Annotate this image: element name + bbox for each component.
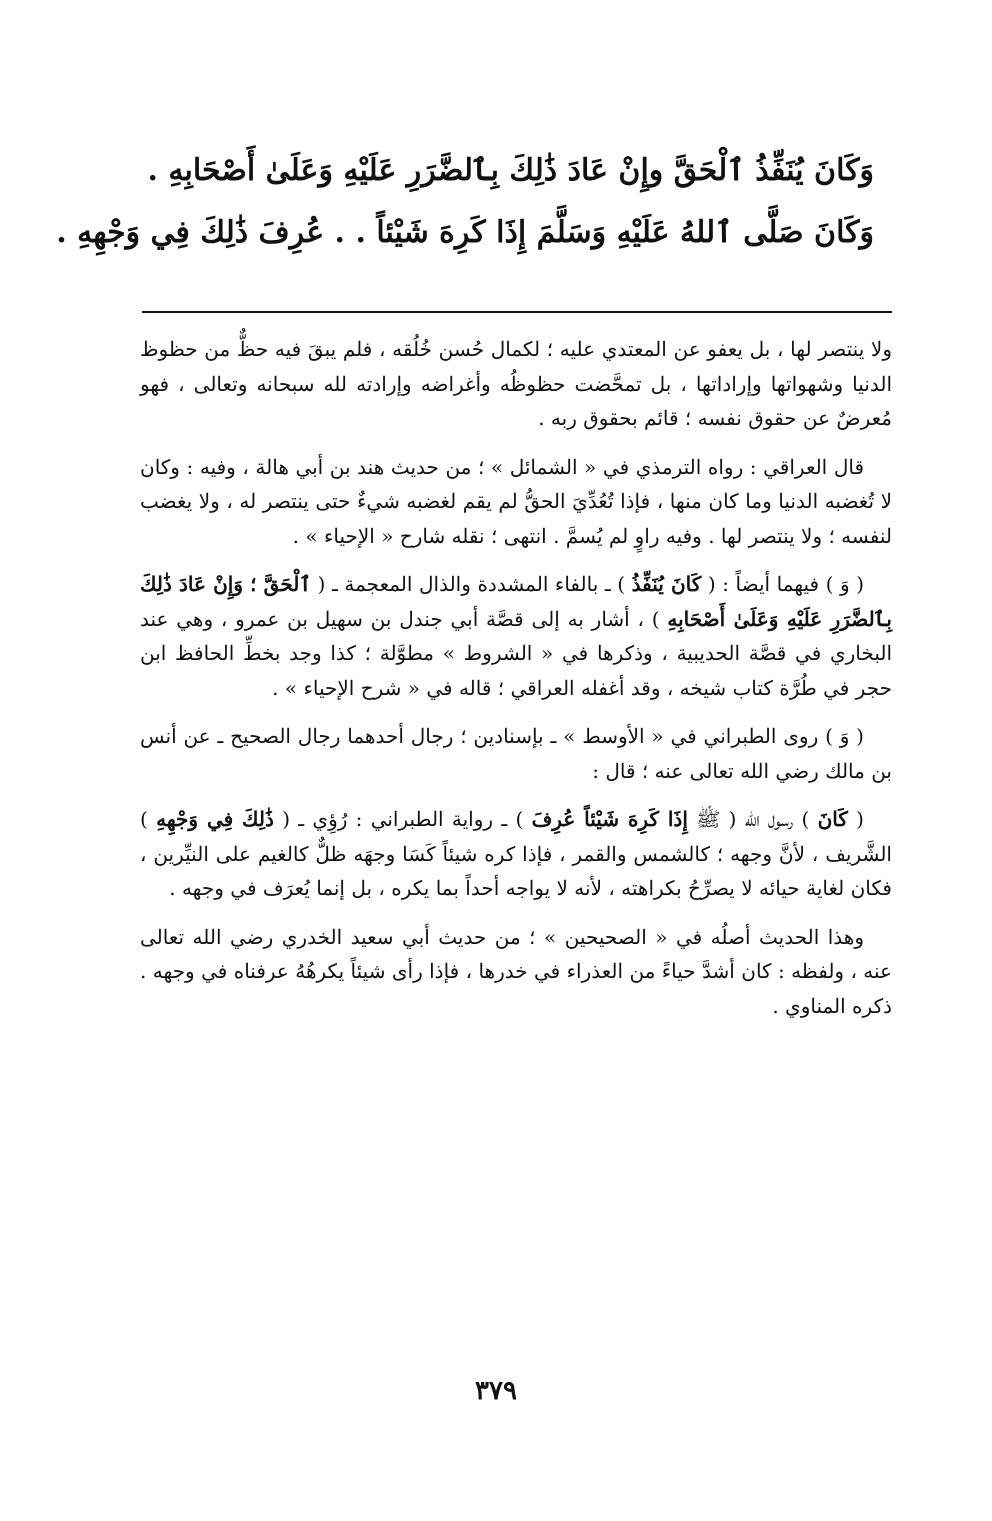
quoted-text-al-haqq: ٱلْحَقَّ ؛ وَإِنْ عَادَ ذَٰلِكَ بِٱلضَّرَرِ عَلَيْهِ وَعَلَىٰ أَصْحَابِهِ: [140, 572, 892, 631]
quoted-text-idha-kariha: إِذَا كَرِهَ شَيْئاً عُرِفَ: [531, 807, 688, 831]
main-text-line-2: وَكَانَ صَلَّى ٱللهُ عَلَيْهِ وَسَلَّمَ إِذَا كَرِهَ شَيْئاً . . عُرِفَ ذَٰلِكَ فِي وَجْهِهِ .: [56, 215, 874, 250]
separator-rule: [142, 311, 892, 313]
paragraph-5-part-c: ) رسول الله ( ﷺ: [687, 807, 818, 831]
quoted-text-dhalika: ذَٰلِكَ فِي وَجْهِهِ: [156, 807, 274, 831]
commentary-paragraph-1: ولا ينتصر لها ، بل يعفو عن المعتدي عليه ؛ لكمال حُسن خُلُقه ، فلم يبقَ فيه حظٌّ من حظوظ الدنيا وشهواتها وإراداتها ، بل تمحَّضت حظوظُه وأغراضه وإرادته لله سبحانه وتعالى ، فهو مُعرضٌ عن حقوق نفسه ؛ قائم بحقوق ربه .: [140, 337, 892, 430]
quoted-text-kana: كَانَ: [817, 807, 848, 831]
commentary-paragraph-2: قال العراقي : رواه الترمذي في « الشمائل » ؛ من حديث هند بن أبي هالة ، وفيه : وكان لا تُغضبه الدنيا وما كان منها ، فإذا تُعُدِّيَ الحقُّ لم يقم لغضبه شيءٌ حتى ينتصر له ، ولا يغضب لنفسه ؛ ولا ينتصر لها . وفيه راوٍ لم يُسمَّ . انتهى ؛ نقله شارح « الإحياء » .: [140, 454, 892, 548]
paragraph-5-part-e: ) ـ رواية الطبراني : رُؤِي ـ (: [273, 807, 532, 831]
paragraph-3-part-c: ) ـ بالفاء المشددة والذال المعجمة ـ (: [311, 572, 632, 596]
paragraph-3-part-e: ) ، أشار به إلى قصَّة أبي جندل بن سهيل بن عمرو ، وهي عند البخاري في قصَّة الحديبية ، وذكرها في « الشروط » مطوَّلة ؛ كذا وجد بخطِّ الحافظ ابن حجر في طُرَّة كتاب شيخه ، وقد أغفله العراقي ؛ قاله في « شرح الإحياء » .: [140, 606, 892, 700]
paragraph-3-part-a: ( وَ ) فيهما أيضاً : (: [701, 572, 864, 596]
paragraph-5-part-a: (: [847, 807, 864, 831]
main-text-line-1: وَكَانَ يُنَفِّذُ ٱلْحَقَّ وإِنْ عَادَ ذَٰلِكَ بِٱلضَّرَرِ عَلَيْهِ وَعَلَىٰ أَصْحَابِهِ .: [147, 153, 874, 188]
commentary-paragraph-3: [140, 567, 892, 705]
quoted-text-kana-yunaffidh: كَانَ يُنَفِّذُ: [631, 572, 702, 596]
page-number: ٣٧٩: [475, 1376, 517, 1406]
commentary-paragraph-5: [140, 802, 892, 906]
commentary-paragraph-6: وهذا الحديث أصلُه في « الصحيحين » ؛ من حديث أبي سعيد الخدري رضي الله تعالى عنه ، ولفظه : كان أشدَّ حياءً من العذراء في خدرها ، فإذا رأى شيئاً يكرهُهُ عرفناه في وجهه . ذكره المناوي .: [140, 924, 892, 1018]
main-text: [56, 140, 874, 264]
commentary-paragraph-4: ( وَ ) روى الطبراني في « الأوسط » ـ بإسنادين ؛ رجال أحدهما رجال الصحيح ـ عن أنس بن مالك رضي الله تعالى عنه ؛ قال :: [140, 724, 892, 783]
paragraph-5-part-g: ) الشَّريف ، لأنَّ وجهه ؛ كالشمس والقمر ، فإذا كره شيئاً كَسَا وجهَه ظلٌّ كالغيم على النيِّرين ، فكان لغاية حيائه لا يصرِّحُ بكراهته ، لأنه لا يواجه أحداً بما يكره ، بل إنما يُعرَف في وجهه .: [140, 807, 892, 900]
commentary: [140, 332, 892, 1037]
